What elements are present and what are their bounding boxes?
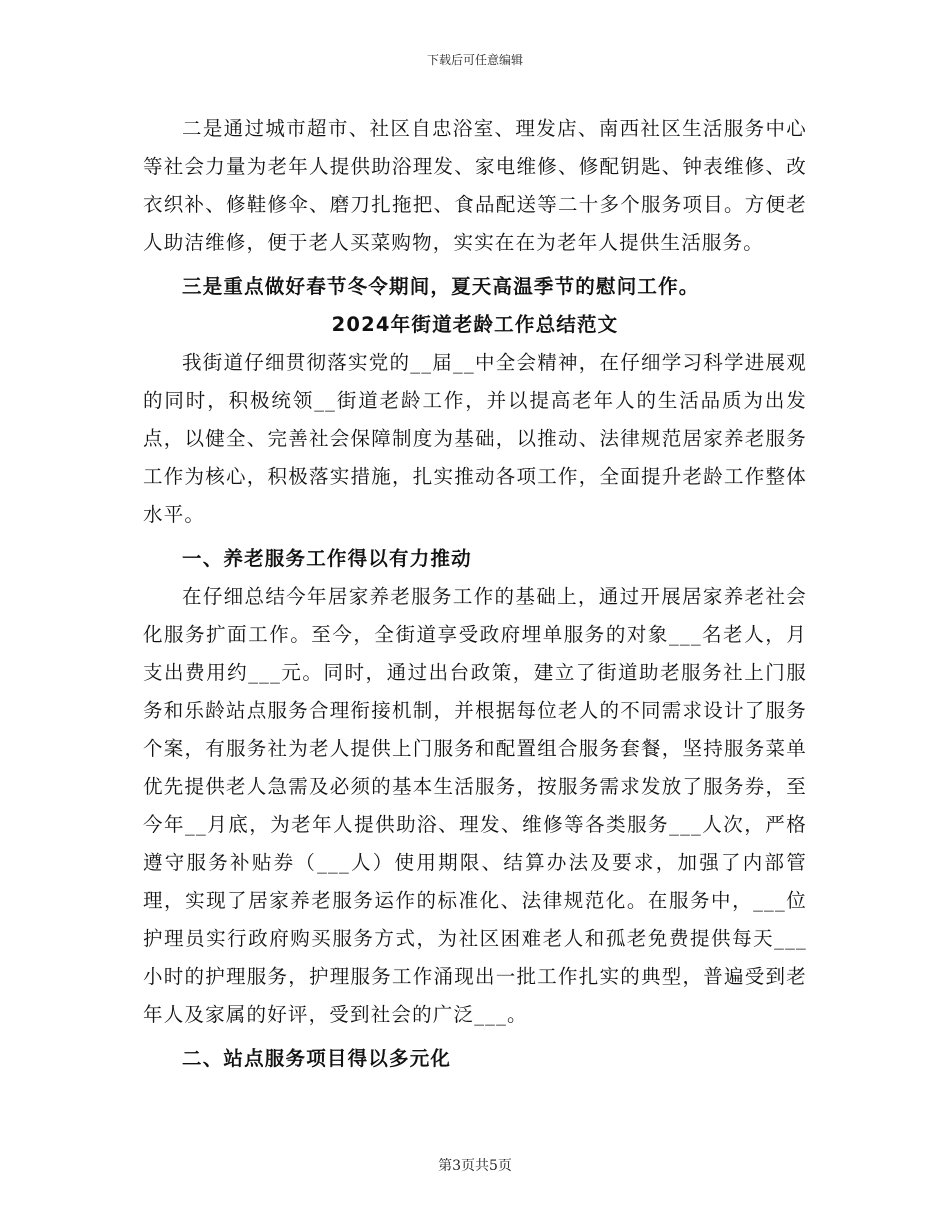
paragraph-elderly-care: 在仔细总结今年居家养老服务工作的基础上，通过开展居家养老社会化服务扩面工作。至今，全街道享受政府埋单服务的对象___名老人，月支出费用约___元。同时，通过出台政策，建立了街道助老服务社上门服务和乐龄站点服务合理衔接机制，并根据每位老人的不同需求设计了服务个案，有服务社为老人提供上门服务和配置组合服务套餐，坚持服务菜单优先提供老人急需及必须的基本生活服务，按服务需求发放了服务券，至今年__月底，为老年人提供助浴、理发、维修等各类服务___人次，严格遵守服务补贴券（___人）使用期限、结算办法及要求，加强了内部管理，实现了居家养老服务运作的标准化、法律规范化。在服务中，___位护理员实行政府购买服务方式，为社区困难老人和孤老免费提供每天___小时的护理服务，护理服务工作涌现出一批工作扎实的典型，普遍受到老年人及家属的好评，受到社会的广泛___。 bbox=[143, 585, 807, 1026]
document-body bbox=[143, 110, 807, 1078]
document-title: 2024年街道老龄工作总结范文 bbox=[331, 313, 619, 336]
paragraph-condolence-work: 三是重点做好春节冬令期间，夏天高温季节的慰问工作。 bbox=[182, 275, 700, 298]
section-heading-1: 一、养老服务工作得以有力推动 bbox=[182, 547, 472, 570]
paragraph-introduction: 我街道仔细贯彻落实党的__届__中全会精神，在仔细学习科学进展观的同时，积极统领__街道老龄工作，并以提高老年人的生活品质为出发点，以健全、完善社会保障制度为基础，以推动、法律规范居家养老服务工作为核心，积极落实措施，扎实推动各项工作，全面提升老龄工作整体水平。 bbox=[143, 351, 807, 526]
paragraph-service-items: 二是通过城市超市、社区自忠浴室、理发店、南西社区生活服务中心等社会力量为老年人提供助浴理发、家电维修、修配钥匙、钟表维修、改衣织补、修鞋修伞、磨刀扎拖把、食品配送等二十多个服务项目。方便老人助洁维修，便于老人买菜购物，实实在在为老年人提供生活服务。 bbox=[143, 117, 807, 254]
page-footer: 第3页共5页 bbox=[438, 1158, 512, 1174]
page-header: 下载后可任意编辑 bbox=[426, 53, 523, 67]
section-heading-2: 二、站点服务项目得以多元化 bbox=[182, 1047, 452, 1070]
